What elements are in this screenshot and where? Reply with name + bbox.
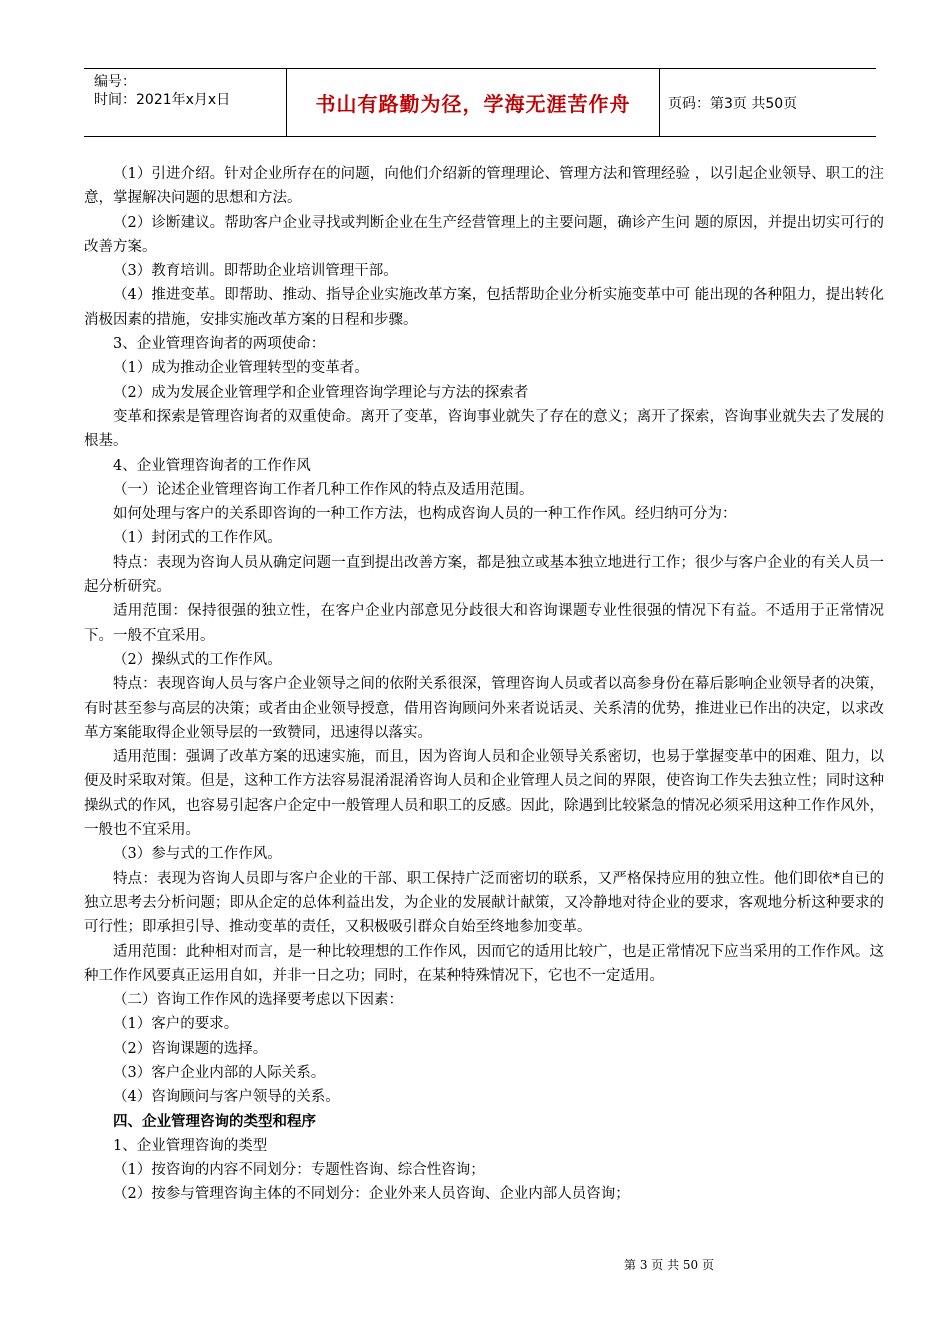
- document-date: 时间：2021年x月x日: [94, 92, 231, 108]
- paragraph: 特点：表现为咨询人员即与客户企业的干部、职工保持广泛而密切的联系，又严格保持应用的独立性。他们即依*自已的独立思考去分析问题；即从企定的总体利益出发，为企业的发展献计献策，又冷静地对待企业的要求，客观地分析这种要求的可行性；即承担引导、推动变革的责任，又积极吸引群众自始至终地参加变革。: [84, 870, 884, 936]
- paragraph: （一）论述企业管理咨询工作者几种工作作风的特点及适用范围。: [113, 481, 534, 498]
- page-footer: 第 3 页 共 50 页: [624, 1258, 714, 1272]
- paragraph: 变革和探索是管理咨询者的双重使命。离开了变革，咨询事业就失了存在的意义；离开了探索，咨询事业就失去了发展的根基。: [84, 408, 884, 450]
- document-number: 编号：: [94, 74, 136, 90]
- paragraph: （4）咨询顾问与客户领导的关系。: [113, 1089, 340, 1106]
- paragraph: 特点：表现为咨询人员从确定问题一直到提出改善方案，都是独立或基本独立地进行工作；很少与客户企业的有关人员一起分析研究。: [84, 554, 884, 596]
- header-motto-cell: [286, 69, 660, 136]
- paragraph: （二）咨询工作作风的选择要考虑以下因素：: [113, 992, 403, 1009]
- paragraph: 适用范围：保持很强的独立性，在客户企业内部意见分歧很大和咨询课题专业性很强的情况下有益。不适用于正常情况下。一般不宜采用。: [84, 603, 884, 644]
- paragraph: （1）封闭式的工作作风。: [113, 530, 282, 547]
- document-body: [84, 162, 884, 1207]
- paragraph: （1）按咨询的内容不同划分：专题性咨询、综合性咨询；: [113, 1162, 485, 1179]
- paragraph: （3）客户企业内部的人际关系。: [113, 1064, 326, 1081]
- paragraph: （3）教育培训。即帮助企业培训管理干部。: [113, 263, 398, 280]
- section-heading: 3、企业管理咨询者的两项使命：: [113, 336, 326, 353]
- paragraph: （1）客户的要求。: [113, 1016, 239, 1033]
- paragraph: （2）成为发展企业管理学和企业管理咨询学理论与方法的探索者: [113, 384, 529, 401]
- paragraph: 如何处理与客户的关系即咨询的一种工作方法，也构成咨询人员的一种工作作风。经归纳可分为：: [113, 506, 737, 523]
- header-meta: [84, 69, 286, 136]
- section-heading: 1、企业管理咨询的类型: [113, 1137, 268, 1154]
- paragraph: （1）引进介绍。针对企业所存在的问题，向他们介绍新的管理理论、管理方法和管理经验 ，以引起企业领导、职工的注意，掌握解决问题的思想和方法。: [84, 166, 884, 207]
- paragraph: 适用范围：此种相对而言，是一种比较理想的工作作风，因而它的适用比较广，也是正常情况下应当采用的工作作风。这种工作作风要真正运用自如，并非一日之功；同时，在某种特殊情况下，它也不一定适用。: [84, 943, 884, 984]
- paragraph: 适用范围：强调了改革方案的迅速实施，而且，因为咨询人员和企业领导关系密切，也易于掌握变革中的困难、阻力，以便及时采取对策。但是，这种工作方法容易混淆混淆咨询人员和企业管理人员之间的界限，使咨询工作失去独立性；同时这种操纵式的作风，也容易引起客户企定中一般管理人员和职工的反感。因此，除遇到比较紧急的情况必须采用这种工作作风外，一般也不宜采用。: [84, 749, 884, 839]
- paragraph: （1）成为推动企业管理转型的变革者。: [113, 360, 369, 377]
- paragraph: （4）推进变革。即帮助、推动、指导企业实施改革方案，包括帮助企业分析实施变革中可 能出现的各种阻力，提出转化消极因素的措施，安排实施改革方案的日程和步骤。: [84, 287, 884, 328]
- header-page-number: 页码：第3页 共50页: [668, 95, 798, 112]
- header-page-cell: [660, 69, 876, 136]
- page-header: [84, 68, 876, 137]
- paragraph: （2）操纵式的工作作风。: [113, 651, 282, 668]
- paragraph: （3）参与式的工作作风。: [113, 846, 282, 863]
- paragraph: （2）按参与管理咨询主体的不同划分：企业外来人员咨询、企业内部人员咨询；: [113, 1186, 630, 1203]
- paragraph: 特点：表现咨询人员与客户企业领导之间的依附关系很深，管理咨询人员或者以高参身份在幕后影响企业领导者的决策，有时甚至参与高层的决策；或者由企业领导授意，借用咨询顾问外来者说话灵、关系清的优势，推进业已作出的决定，以求改革方案能取得企业领导层的一致赞同，迅速得以落实。: [84, 676, 884, 741]
- chapter-heading: 四、企业管理咨询的类型和程序: [113, 1112, 316, 1130]
- paragraph: （2）咨询课题的选择。: [113, 1040, 268, 1057]
- section-heading: 4、企业管理咨询者的工作作风: [113, 457, 311, 474]
- header-motto: 书山有路勤为径，学海无涯苦作舟: [315, 92, 631, 116]
- paragraph: （2）诊断建议。帮助客户企业寻找或判断企业在生产经营管理上的主要问题，确诊产生问 题的原因，并提出切实可行的改善方案。: [84, 214, 884, 255]
